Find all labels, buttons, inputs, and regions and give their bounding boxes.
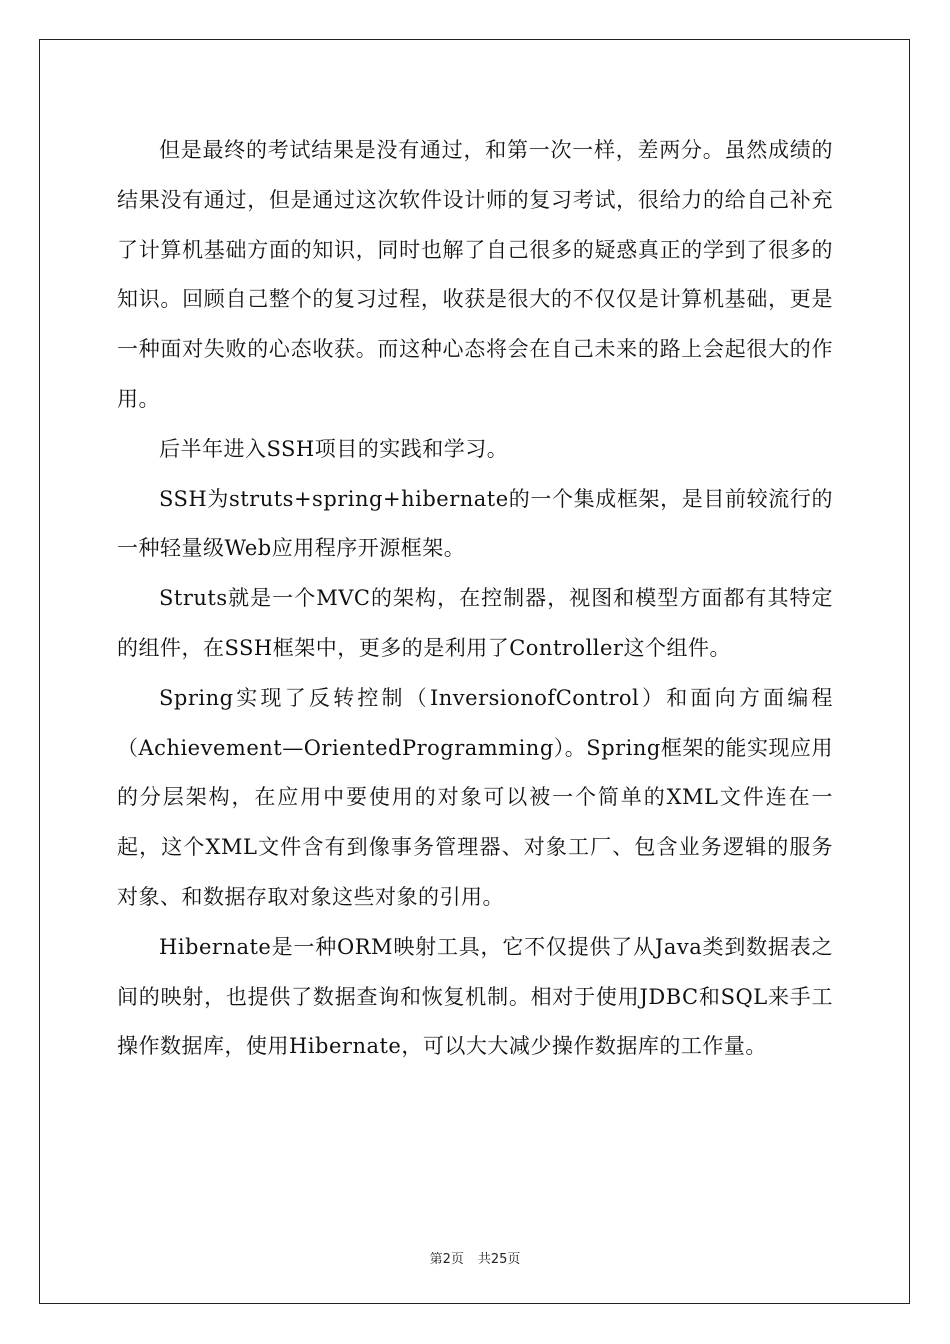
page-footer — [0, 1248, 950, 1267]
paragraph-spring: Spring实现了反转控制（InversionofControl）和面向方面编程（Achievement—OrientedProgramming）。Spring框架的能实现应用的分层架构，在应用中要使用的对象可以被一个简单的XML文件连在一起，这个XML文件含有到像事务管理器、对象工厂、包含业务逻辑的服务对象、和数据存取对象这些对象的引用。 — [117, 685, 833, 909]
paragraph-hibernate: Hibernate是一种ORM映射工具，它不仅提供了从Java类到数据表之间的映射，也提供了数据查询和恢复机制。相对于使用JDBC和SQL来手工操作数据库，使用Hibernate，可以大大减少操作数据库的工作量。 — [117, 934, 833, 1059]
paragraph-exam-result: 但是最终的考试结果是没有通过，和第一次一样，差两分。虽然成绩的结果没有通过，但是通过这次软件设计师的复习考试，很给力的给自己补充了计算机基础方面的知识，同时也解了自己很多的疑惑真正的学到了很多的知识。回顾自己整个的复习过程，收获是很大的不仅仅是计算机基础，更是一种面对失败的心态收获。而这种心态将会在自己未来的路上会起很大的作用。 — [117, 138, 833, 411]
paragraph-struts: Struts就是一个MVC的架构，在控制器，视图和模型方面都有其特定的组件，在SSH框架中，更多的是利用了Controller这个组件。 — [117, 586, 833, 660]
current-page-number: 第2页 — [429, 1252, 464, 1267]
total-page-count: 共25页 — [477, 1252, 521, 1267]
paragraph-ssh-definition: SSH为struts+spring+hibernate的一个集成框架，是目前较流行的一种轻量级Web应用程序开源框架。 — [117, 486, 833, 561]
paragraph-ssh-intro: 后半年进入SSH项目的实践和学习。 — [159, 436, 509, 461]
document-body — [117, 126, 833, 1072]
